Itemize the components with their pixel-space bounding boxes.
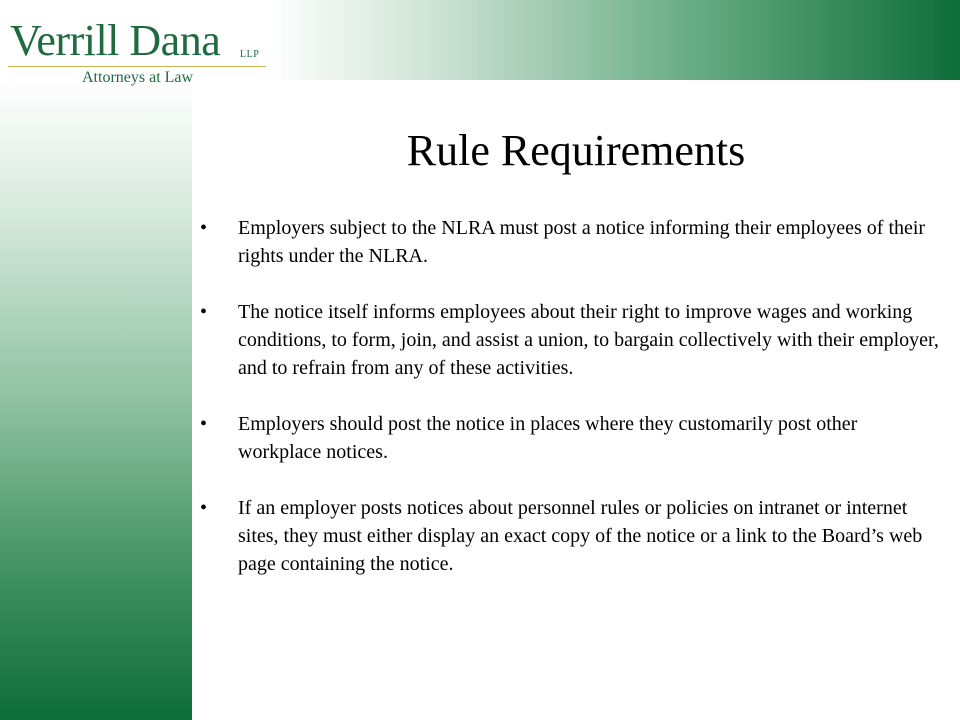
bullet-text: Employers should post the notice in places where they customarily post other workplace notices. — [238, 413, 858, 463]
slide-title: Rule Requirements — [406, 126, 746, 175]
bullet-item — [200, 214, 940, 270]
bullet-icon: • — [200, 497, 208, 519]
bullet-icon: • — [200, 413, 208, 435]
logo-suffix: LLP — [240, 49, 260, 60]
bullet-item — [200, 298, 940, 382]
bullet-icon: • — [200, 301, 208, 323]
bullet-text: If an employer posts notices about personnel rules or policies on intranet or internet sites, they must either display an exact copy of the notice or a link to the Board’s web page containing the notice. — [238, 497, 923, 575]
side-gradient-band — [0, 80, 192, 720]
bullet-text: Employers subject to the NLRA must post a notice informing their employees of their rights under the NLRA. — [238, 217, 926, 267]
company-logo — [8, 18, 268, 88]
bullet-item — [200, 410, 940, 466]
logo-name: Verrill Dana — [10, 16, 221, 65]
logo-divider — [8, 66, 266, 67]
bullet-list — [200, 214, 940, 606]
logo-tagline: Attorneys at Law — [82, 69, 194, 86]
bullet-item — [200, 494, 940, 578]
bullet-icon: • — [200, 217, 208, 239]
bullet-text: The notice itself informs employees about their right to improve wages and working conditions, to form, join, and assist a union, to bargain collectively with their employer, and to refrain from any of these activities. — [238, 301, 939, 379]
